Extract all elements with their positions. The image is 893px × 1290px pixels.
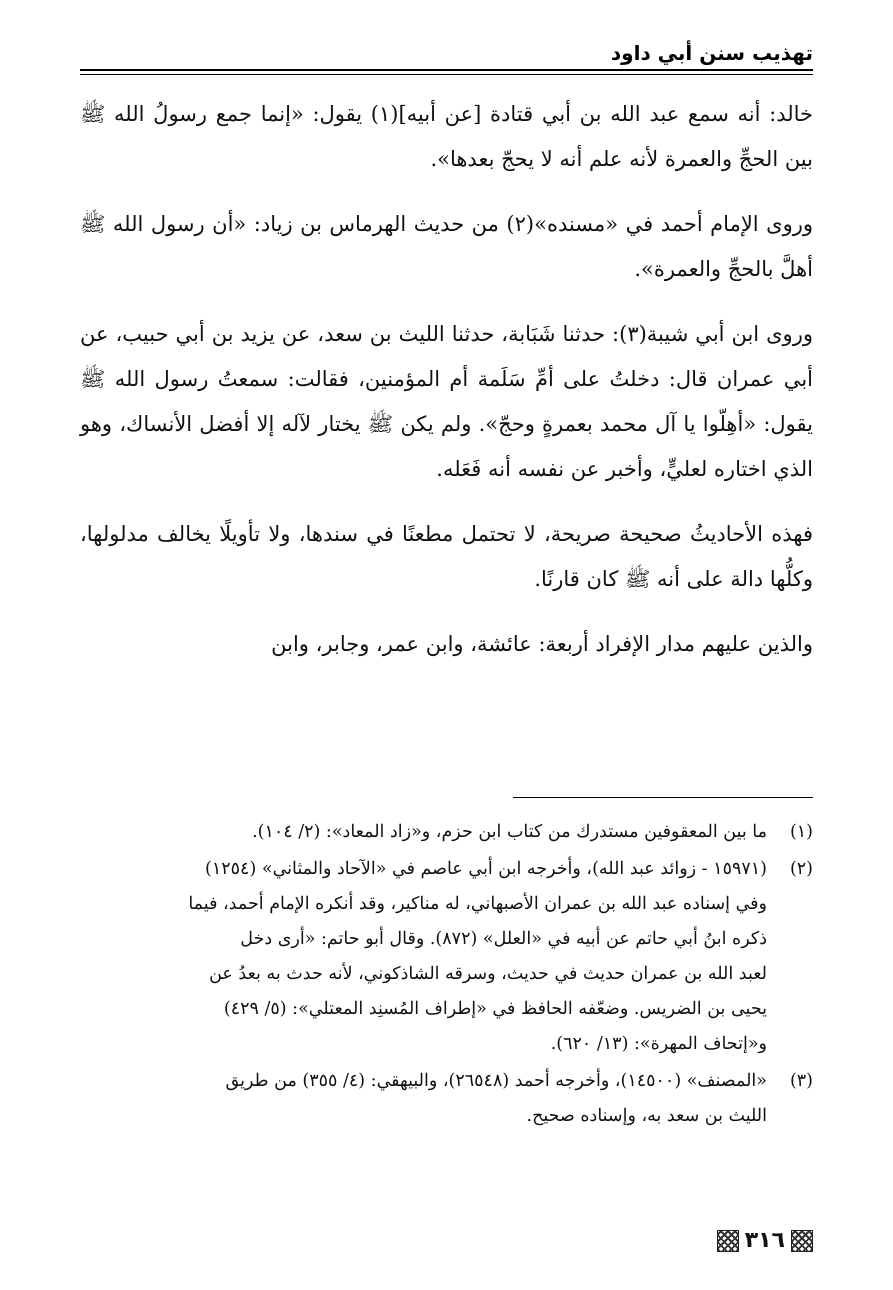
- footnote-line: و«إتحاف المهرة»: (١٣/ ٦٢٠).: [550, 1034, 767, 1054]
- footnote-2: [80, 852, 813, 1062]
- footnote-line: لعبد الله بن عمران حديث في حديث، وسرقه الشاذكوني، لأنه حدث به بعدُ عن: [209, 964, 767, 984]
- running-title: تهذيب سنن أبي داود: [610, 41, 813, 65]
- footnote-body: [80, 852, 767, 1062]
- footnote-number: (٢): [789, 859, 813, 879]
- footnote-line: ذكره ابنُ أبي حاتم عن أبيه في «العلل» (٨٧٢). وقال أبو حاتم: «أرى دخل: [240, 929, 767, 949]
- body-paragraph-2: وروى الإمام أحمد في «مسنده»(٢) من حديث الهرماس بن زياد: «أن رسول الله ﷺ أهلَّ بالحجِّ والعمرة».: [80, 212, 813, 281]
- footnote-line: وفي إسناده عبد الله بن عمران الأصبهاني، له مناكير، وقد أنكره الإمام أحمد، فيما: [188, 894, 767, 914]
- footnote-body: [80, 815, 767, 850]
- footnote-1: [80, 815, 813, 850]
- footnote-line: يحيى بن الضريس. وضعّفه الحافظ في «إطراف المُسنِد المعتلي»: (٥/ ٤٢٩): [223, 999, 767, 1019]
- header-rule-thin: [80, 74, 813, 75]
- footnote-line: الليث بن سعد به، وإسناده صحيح.: [526, 1106, 767, 1126]
- body-paragraph-3: وروى ابن أبي شيبة(٣): حدثنا شَبَابة، حدثنا الليث بن سعد، عن يزيد بن أبي حبيب، عن أبي عمران قال: دخلتُ على أمِّ سَلَمة أم المؤمنين، فقالت: سمعتُ رسول الله ﷺ يقول: «أهِلّوا يا آل محمد بعمرةٍ وحجّ». ولم يكن ﷺ يختار لآله إلا أفضل الأنساك، وهو الذي اختاره لعليٍّ، وأخبر عن نفسه أنه فَعَله.: [80, 322, 813, 481]
- footnote-body: [80, 1064, 767, 1134]
- footnote-line: ما بين المعقوفين مستدرك من كتاب ابن حزم، و«زاد المعاد»: (٢/ ١٠٤).: [252, 822, 767, 842]
- footnote-number: (١): [789, 822, 813, 842]
- footnotes: [80, 815, 813, 1136]
- running-header: [80, 40, 813, 70]
- main-text: [80, 92, 813, 687]
- ornament-icon: [791, 1230, 813, 1252]
- body-paragraph-5: والذين عليهم مدار الإفراد أربعة: عائشة، وابن عمر، وجابر، وابن: [271, 632, 813, 656]
- page-number-box: [717, 1226, 813, 1256]
- header-rule-thick: [80, 69, 813, 71]
- ornament-icon: [717, 1230, 739, 1252]
- footnote-separator: [513, 797, 813, 798]
- body-paragraph-1: خالد: أنه سمع عبد الله بن أبي قتادة [عن أبيه](١) يقول: «إنما جمع رسولُ الله ﷺ بين الحجِّ والعمرة لأنه علم أنه لا يحجّ بعدها».: [80, 102, 813, 171]
- footnote-line: (١٥٩٧١ - زوائد عبد الله)، وأخرجه ابن أبي عاصم في «الآحاد والمثاني» (١٢٥٤): [205, 859, 767, 879]
- footnote-line: «المصنف» (١٤٥٠٠)، وأخرجه أحمد (٢٦٥٤٨)، والبيهقي: (٤/ ٣٥٥) من طريق: [225, 1071, 767, 1091]
- body-paragraph-4: فهذه الأحاديثُ صحيحة صريحة، لا تحتمل مطعنًا في سندها، ولا تأويلًا يخالف مدلولها، وكلُّها دالة على أنه ﷺ كان قارنًا.: [80, 522, 813, 591]
- footnote-3: [80, 1064, 813, 1134]
- page-number: ٣١٦: [744, 1228, 785, 1253]
- footnote-number: (٣): [789, 1071, 813, 1091]
